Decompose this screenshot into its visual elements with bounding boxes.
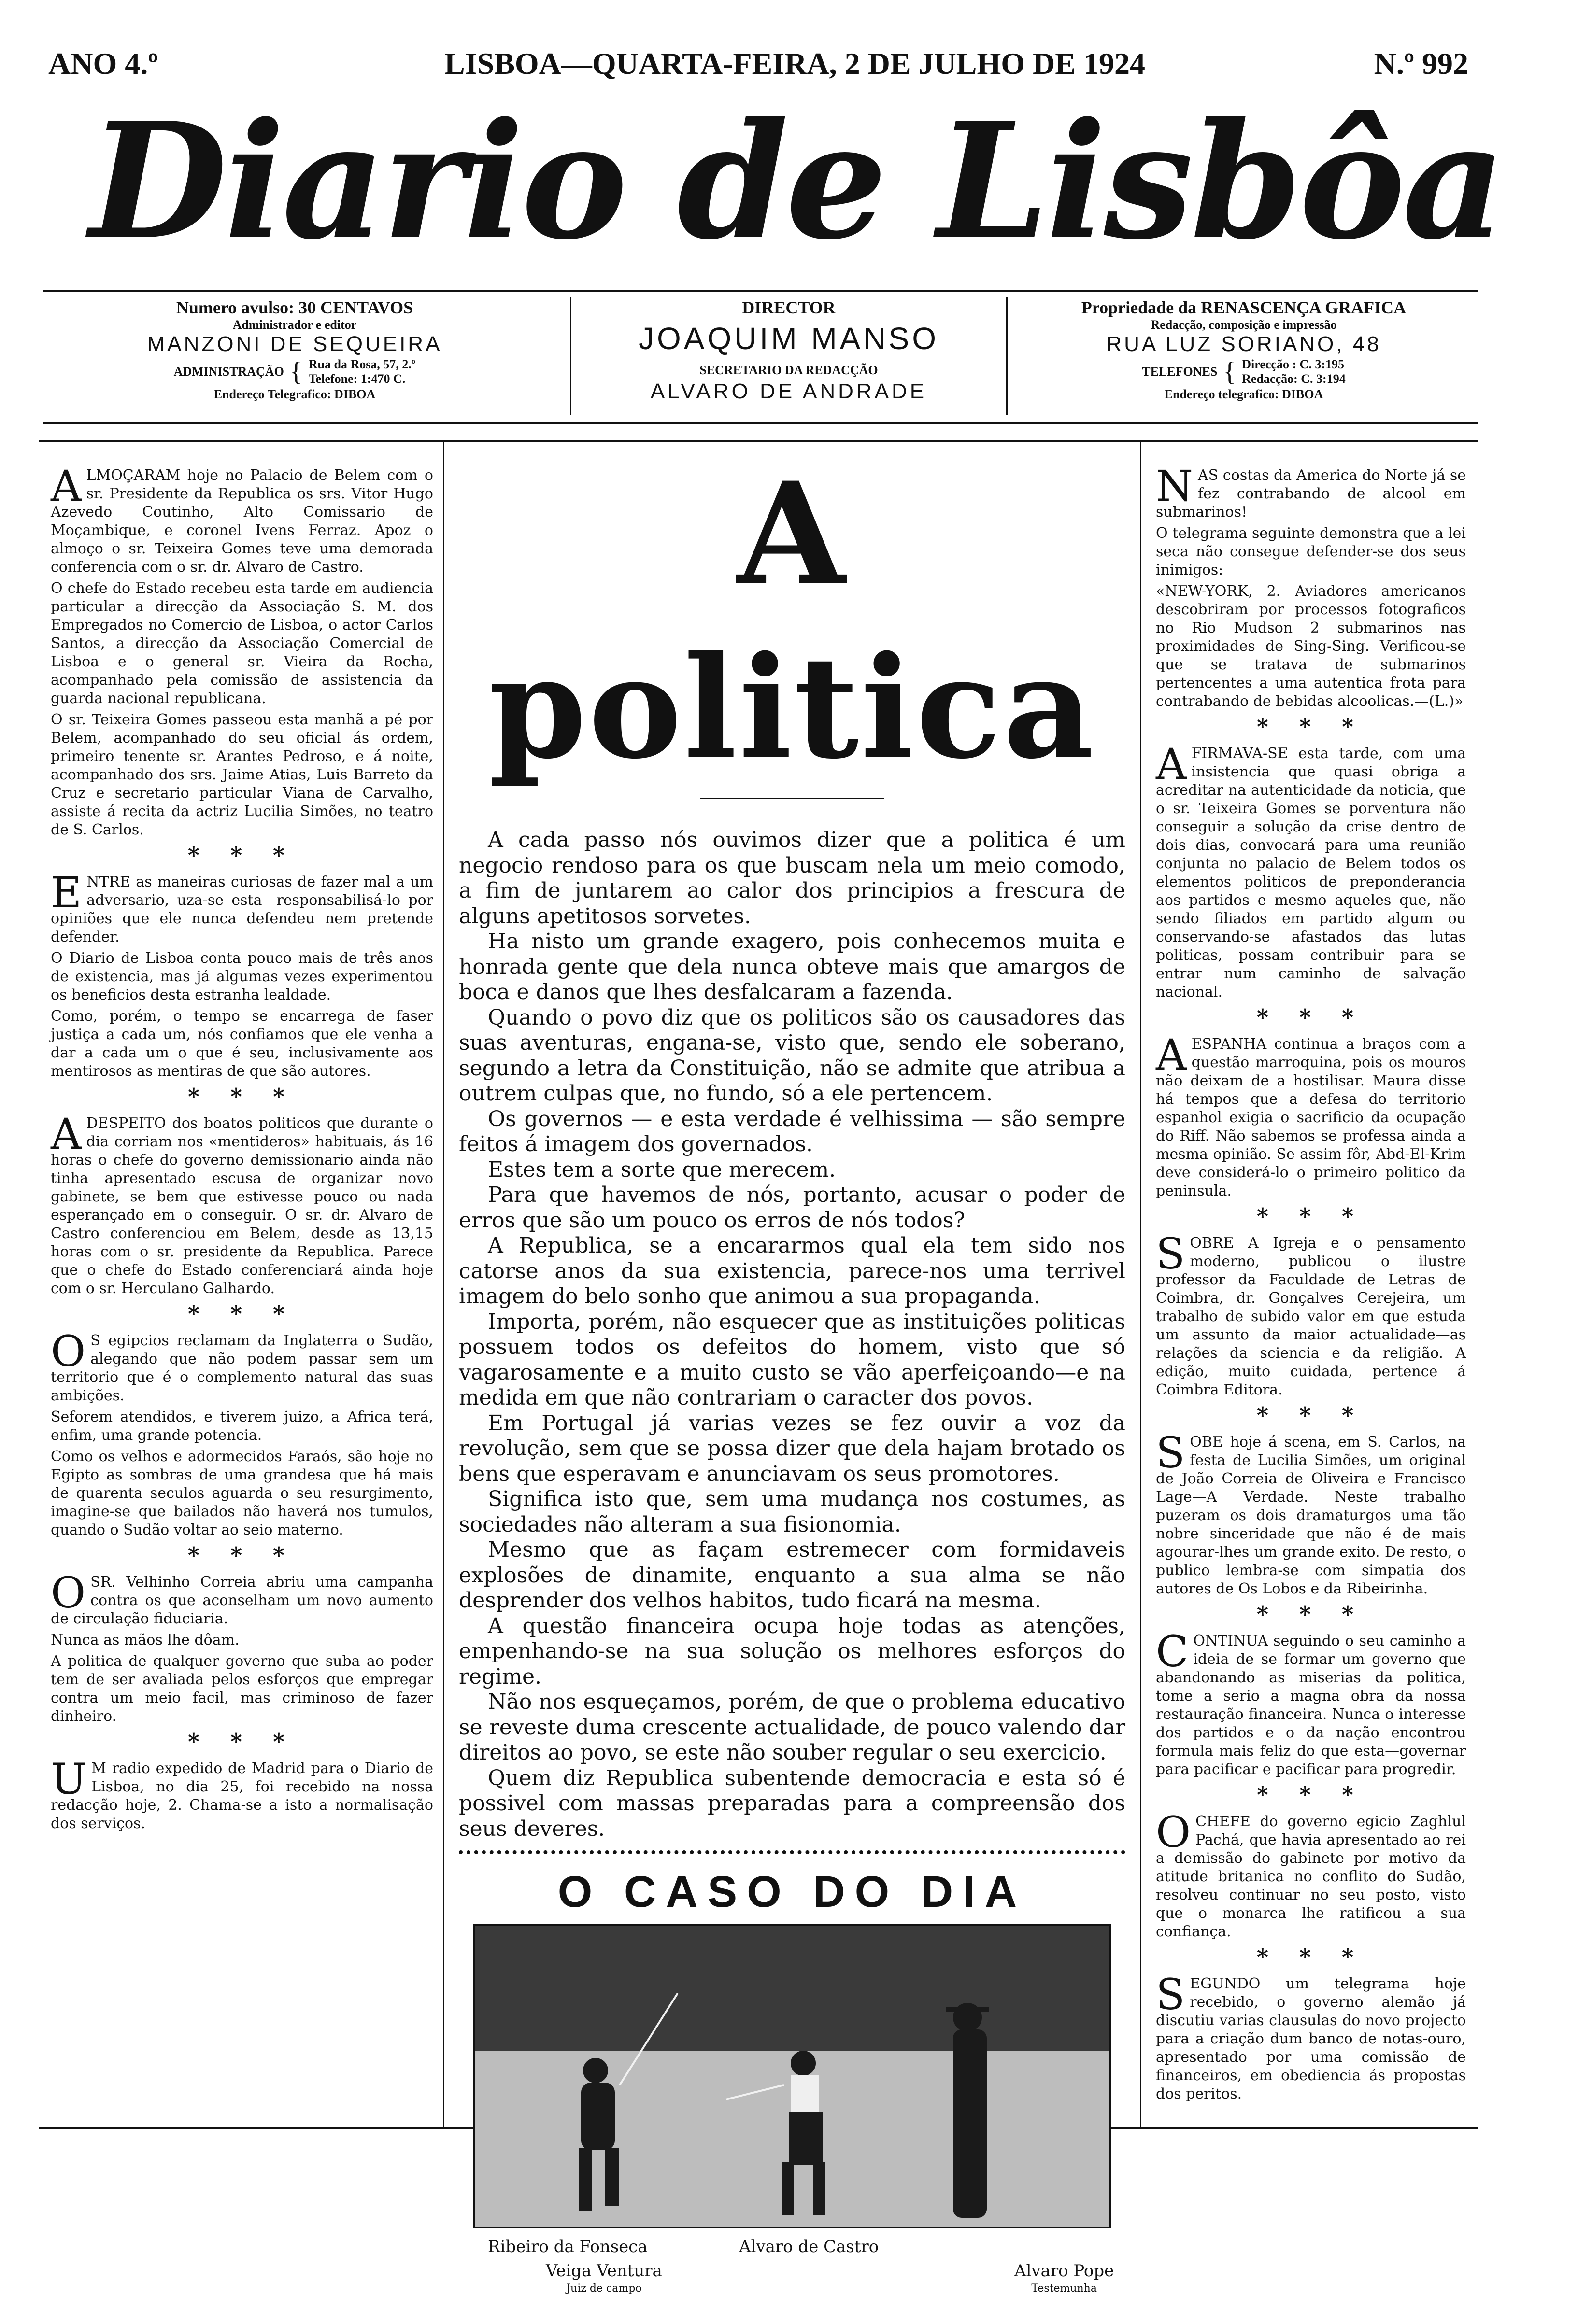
separator: * * *	[1256, 1782, 1365, 1808]
services: Redacção, composição e impressão	[1151, 318, 1337, 332]
drop-cap: U	[51, 1754, 87, 1804]
item-text: DESPEITO dos boatos politicos que durante o dia corriam nos «mentideros» habituais, ás 16 horas o chefe do governo demissionario ainda não tinha apresentado escusa de organizar novo gabinete, se bem que estivesse pouco ou nada esperançado em o conseguir. O sr. dr. Alvaro de Castro conferenciou em Belem, desde as 13,15 horas com o sr. presidente da Republica. Parece que o chefe do Estado conferenciará ainda hoje com o sr. Herculano Galhardo.	[51, 1115, 433, 1297]
issue-number: N.º 992	[1374, 46, 1468, 81]
news-item	[51, 1109, 433, 1298]
owner: Propriedade da RENASCENÇA GRAFICA	[1081, 298, 1407, 317]
item-text: OBE hoje á scena, em S. Carlos, na festa de Lucilia Simões, um original de João Correia de Oliveira e Francisco Lage—A Verdade. Neste trabalho puzeram os dois dramaturgos uma tão nobre sinceridade que não é de mais agourar-lhes um grande exito. De resto, o publico lembra-se com simpatia dos autores de Os Lobos e da Ribeirinha.	[1156, 1434, 1466, 1597]
news-item	[51, 461, 433, 577]
article-paragraph: Importa, porém, não esquecer que as instituições politicas possuem todos os defeitos do homem, visto que só vagarosamente e a muito custo se vão aperfeiçoando—e na medida em que não contrariam o caracter dos povos.	[459, 1309, 1125, 1410]
owner-telegraph: Endereço telegrafico: DIBOA	[1164, 387, 1323, 401]
item-text: OBRE A Igreja e o pensamento moderno, publicou o ilustre professor da Faculdade de Letras de Coimbra, dr. Gonçalves Cerejeira, um trabalho de subido valor em que estuda um assunto da maior actualidade—as relações da sciencia e da religião. A edição, muito cuidada, pertence á Coimbra Editora.	[1156, 1235, 1466, 1398]
drop-cap: S	[1156, 1428, 1185, 1478]
item-text: ONTINUA seguindo o seu caminho a ideia de se formar um governo que abandonando as miserias da politica, tome a serio a magna obra da nossa restauração financeira. Nunca o interesse dos partidos e o da nação encontrou formula mais feliz do que esta—governar para pacificar e pacificar para progredir.	[1156, 1633, 1466, 1778]
phone-direction: Direcção : C. 3:195	[1242, 357, 1345, 371]
article-paragraph: Não nos esqueçamos, porém, de que o problema educativo se reveste duma crescente actualidade, de pouco valendo dar direitos ao povo, se este não souber regular o seu exercicio.	[459, 1690, 1125, 1765]
news-item: O chefe do Estado recebeu esta tarde em audiencia particular a direcção da Associação S. M. dos Empregados no Comercio de Lisboa, o actor Carlos Santos, a direcção da Associação Comercial de Lisboa e o general sr. Vieira da Rocha, acompanhado pela comissão de assistencia da guarda nacional republicana.	[51, 580, 433, 707]
drop-cap: A	[1156, 1030, 1187, 1080]
caso-title: O CASO DO DIA	[557, 1867, 1027, 1916]
admin-role: Administrador e editor	[232, 318, 357, 332]
separator: * * *	[1256, 1402, 1365, 1428]
drop-cap: O	[1156, 1807, 1191, 1857]
drop-cap: A	[51, 461, 82, 511]
caption-veiga-role: Juiz de campo	[566, 2282, 642, 2295]
caption-alvaro-castro: Alvaro de Castro	[739, 2237, 879, 2256]
drop-cap: O	[51, 1568, 86, 1618]
drop-cap: A	[51, 1109, 82, 1159]
drop-cap: O	[51, 1326, 86, 1376]
separator: * * *	[1256, 1004, 1365, 1030]
caption-veiga	[546, 2261, 662, 2295]
drop-cap: C	[1156, 1627, 1189, 1676]
article-body	[459, 828, 1125, 1842]
photo-captions	[488, 2237, 1114, 2324]
drop-cap: S	[1156, 1229, 1185, 1279]
dateline: LISBOA—QUARTA-FEIRA, 2 DE JULHO DE 1924	[444, 46, 1145, 81]
news-item	[1156, 739, 1466, 1001]
admin-details	[309, 357, 416, 386]
top-line	[48, 46, 1468, 85]
item-text: LMOÇARAM hoje no Palacio de Belem com o sr. Presidente da Republica os srs. Vitor Hugo Azevedo Coutinho, Alto Comissario de Moçambique, e coronel Ivens Ferraz. Apoz o almoço o sr. Teixeira Gomes teve uma demorada conferencia com o sr. dr. Alvaro de Castro.	[51, 467, 433, 576]
article-paragraph: Significa isto que, sem uma mudança nos costumes, as sociedades não alteram a sua fisionomia.	[459, 1487, 1125, 1537]
phone-redaction: Redacção: C. 3:194	[1242, 372, 1346, 386]
secretary-label: SECRETARIO DA REDACÇÃO	[699, 363, 878, 377]
item-text: M radio expedido de Madrid para o Diario de Lisboa, no dia 25, foi recebido na nossa redacção hoje, 2. Chama-se a isto a normalisação dos serviços.	[51, 1760, 433, 1832]
news-item	[51, 1754, 433, 1833]
info-bar	[43, 290, 1478, 424]
admin-address: Rua da Rosa, 57, 2.º	[308, 357, 416, 371]
director-name: JOAQUIM MANSO	[638, 321, 939, 356]
article-paragraph: A questão financeira ocupa hoje todas as atenções, empenhando-se na sua solução os melhores esforços do regime.	[459, 1613, 1125, 1689]
masthead-title: Diario de Lisbôa	[89, 87, 1503, 275]
news-item	[51, 1326, 433, 1405]
left-column	[39, 442, 444, 2127]
separator: * * *	[1256, 1601, 1365, 1627]
caption-pope-role: Testemunha	[1031, 2282, 1097, 2295]
caption-pope	[1014, 2261, 1114, 2295]
drop-cap: A	[1156, 739, 1187, 789]
separator: * * *	[187, 1542, 297, 1568]
item-text: EGUNDO um telegrama hoje recebido, o governo alemão já discutiu varias clausulas do novo projecto para a criação dum banco de notas-ouro, apresentado por uma comissão de financeiros, em obediencia ás propostas dos peritos.	[1156, 1975, 1466, 2102]
separator: * * *	[187, 1729, 297, 1755]
drop-cap: S	[1156, 1970, 1185, 2019]
news-item: O sr. Teixeira Gomes passeou esta manhã a pé por Belem, acompanhado do seu oficial ás ordem, primeiro tenente sr. Arantes Pedroso, e á noite, acompanhado dos srs. Jaime Atias, Luis Barreto da Cruz e secretario particular Viana de Carvalho, assiste á recita da actriz Lucilia Simões, no teatro de S. Carlos.	[51, 711, 433, 838]
info-left	[48, 297, 541, 415]
news-item	[1156, 461, 1466, 521]
news-item: «NEW-YORK, 2.—Aviadores americanos descobriram por processos fotograficos no Rio Mudson 2 submarinos nas proximidades de Sing-Sing. Verificou-se que se tratava de submarinos pertencentes a uma autentica frota para contrabando de bebidas alcoolicas.—(L.)»	[1156, 583, 1466, 710]
caption-pope-name: Alvaro Pope	[1014, 2261, 1114, 2281]
item-text: CHEFE do governo egicio Zaghlul Pachá, que havia apresentado ao rei a demissão do gabinete por motivo da atitude britanica no conflito do Sudão, resolveu continuar no seu posto, visto que o monarca lhe ratificou a sua confiança.	[1156, 1813, 1466, 1940]
headline-rule	[700, 798, 884, 799]
drop-cap: E	[51, 868, 82, 917]
news-item: Seforem atendidos, e tiverem juizo, a Africa terá, enfim, uma grande potencia.	[51, 1408, 433, 1444]
article-paragraph: Em Portugal já varias vezes se fez ouvir a voz da revolução, sem que se possa dizer que dela hajam brotado os bens que esperavam e anunciavam os seus promotores.	[459, 1410, 1125, 1486]
news-item	[1156, 1229, 1466, 1399]
news-item	[1156, 1428, 1466, 1598]
news-item	[1156, 1807, 1466, 1941]
news-item	[51, 868, 433, 946]
separator: * * *	[1256, 1944, 1365, 1970]
phones-label: TELEFONES	[1142, 365, 1218, 379]
duel-photo	[473, 1924, 1111, 2228]
admin-block	[48, 356, 541, 387]
article-paragraph: Ha nisto um grande exagero, pois conhecemos muita e honrada gente que dela nunca obteve mais que amargos de boca e danos que lhes desfalcaram a fazenda.	[459, 929, 1125, 1004]
year-number: ANO 4.º	[48, 46, 158, 81]
caption-veiga-name: Veiga Ventura	[546, 2261, 662, 2281]
item-text: FIRMAVA-SE esta tarde, com uma insistencia que quasi obriga a acreditar na autenticidade da noticia, que o sr. Teixeira Gomes se porventura não conseguir a solução da crise dentro de dois dias, convocará para uma reunião conjunta no palacio de Belem todos os elementos politicos de preponderancia aos partidos e mesmo aqueles que, não sendo filiados em partido algum ou conservando-se afastados das lutas politicas, possam contribuir para se entrar num caminho de salvação nacional.	[1156, 745, 1466, 1000]
article-paragraph: Mesmo que as façam estremecer com formidaveis explosões de dinamite, enquanto a sua alma se não desprender dos velhos habitos, tudo ficará na mesma.	[459, 1537, 1125, 1613]
news-item: Nunca as mãos lhe dôam.	[51, 1632, 240, 1648]
admin-phone: Telefone: 1:470 C.	[308, 372, 406, 386]
separator: * * *	[1256, 714, 1365, 740]
secretary-name: ALVARO DE ANDRADE	[650, 380, 927, 403]
article-paragraph: Estes tem a sorte que merecem.	[488, 1157, 836, 1182]
right-column	[1140, 442, 1478, 2127]
brace-icon: {	[289, 357, 303, 387]
price: Numero avulso: 30 CENTAVOS	[176, 298, 413, 317]
drop-cap: N	[1156, 461, 1193, 511]
headline: A politica	[488, 452, 1096, 790]
separator: * * *	[187, 842, 297, 868]
article-paragraph: Quando o povo diz que os politicos são os causadores das suas aventuras, engana-se, visto que, sendo ele soberano, segundo a letra da Constituição, não se admite que atribua a outrem culpas que, no fundo, só a ele pertencem.	[459, 1005, 1125, 1106]
news-item	[1156, 1627, 1466, 1779]
admin-label: ADMINISTRAÇÃO	[173, 365, 284, 379]
item-text: AS costas da America do Norte já se fez contrabando de alcool em submarinos!	[1156, 467, 1466, 521]
item-text: SR. Velhinho Correia abriu uma campanha contra os que aconselham um novo aumento de circulação fiduciaria.	[51, 1574, 433, 1627]
duel-photo-illustration	[475, 1926, 1109, 2227]
info-center	[570, 297, 1008, 415]
owner-address: RUA LUZ SORIANO, 48	[1106, 332, 1381, 356]
news-item	[1156, 1030, 1466, 1200]
article-paragraph: A cada passo nós ouvimos dizer que a politica é um negocio rendoso para os que buscam nela um meio comodo, a fim de juntarem ao calor dos principios a frescura de alguns apetitosos sorvetes.	[459, 828, 1125, 929]
separator: * * *	[1256, 1203, 1365, 1229]
separator: * * *	[187, 1301, 297, 1327]
item-text: ESPANHA continua a braços com a questão marroquina, pois os mouros não deixam de a hostilisar. Maura disse há tempos que a defesa do territorio espanhol exigia o sacrificio da ocupação do Riff. Não sabemos se professa ainda a mesma opinião. Se assim fôr, Abd-El-Krim deve considerá-lo o primeiro politico da peninsula.	[1156, 1036, 1466, 1199]
director-label: DIRECTOR	[742, 298, 836, 317]
caption-ribeiro: Ribeiro da Fonseca	[488, 2237, 648, 2256]
news-item: Como, porém, o tempo se encarrega de faser justiça a cada um, nós confiamos que ele venha a dar a cada um o que é seu, inclusivamente aos mentirosos as mentiras de que são autores.	[51, 1008, 433, 1080]
article-paragraph: Para que havemos de nós, portanto, acusar o poder de erros que são um pouco os erros de nós todos?	[459, 1183, 1125, 1233]
center-column	[444, 442, 1140, 2295]
article-paragraph: A Republica, se a encararmos qual ela tem sido nos catorse anos da sua existencia, parece-nos uma terrivel imagem do belo sonho que animou a sua propaganda.	[459, 1233, 1125, 1309]
admin-telegraph: Endereço Telegrafico: DIBOA	[213, 387, 376, 401]
phones-block	[1014, 356, 1473, 387]
news-item: A politica de qualquer governo que suba ao poder tem de ser avaliada pelos esforços que empregar contra um meio facil, mas criminoso de fazer dinheiro.	[51, 1653, 433, 1725]
news-item: O telegrama seguinte demonstra que a lei seca não consegue defender-se dos seus inimigos:	[1156, 525, 1466, 578]
item-text: S egipcios reclamam da Inglaterra o Sudão, alegando que não podem passar sem um territorio que é o complemento natural das suas ambições.	[51, 1332, 433, 1404]
dotted-rule	[459, 1850, 1125, 1859]
news-item: Como os velhos e adormecidos Faraós, são hoje no Egipto as sombras de uma grandesa que há mais de quarenta seculos aguarda o seu resurgimento, imagine-se que bailados não haverá nos tumulos, quando o Sudão voltar ao seio materno.	[51, 1448, 433, 1538]
info-right	[1014, 297, 1473, 415]
article-paragraph: Os governos — e esta verdade é velhissima — são sempre feitos á imagem dos governados.	[459, 1106, 1125, 1156]
separator: * * *	[187, 1084, 297, 1110]
article-paragraph: Quem diz Republica subentende democracia e esta só é possivel com massas preparadas para a compreensão dos seus deveres.	[459, 1765, 1125, 1841]
news-item	[51, 1568, 433, 1628]
content-area	[39, 440, 1478, 2295]
news-item: O Diario de Lisboa conta pouco mais de três anos de existencia, mas já algumas vezes experimentou os beneficios desta estranha lealdade.	[51, 950, 433, 1003]
item-text: NTRE as maneiras curiosas de fazer mal a um adversario, uza-se esta—responsabilisá-lo por opiniões que ele nunca defendeu nem pretende defender.	[51, 873, 433, 945]
brace-icon: {	[1223, 357, 1237, 387]
news-item	[1156, 1970, 1466, 2103]
phones-details	[1242, 357, 1345, 386]
admin-name: MANZONI DE SEQUEIRA	[147, 332, 442, 356]
